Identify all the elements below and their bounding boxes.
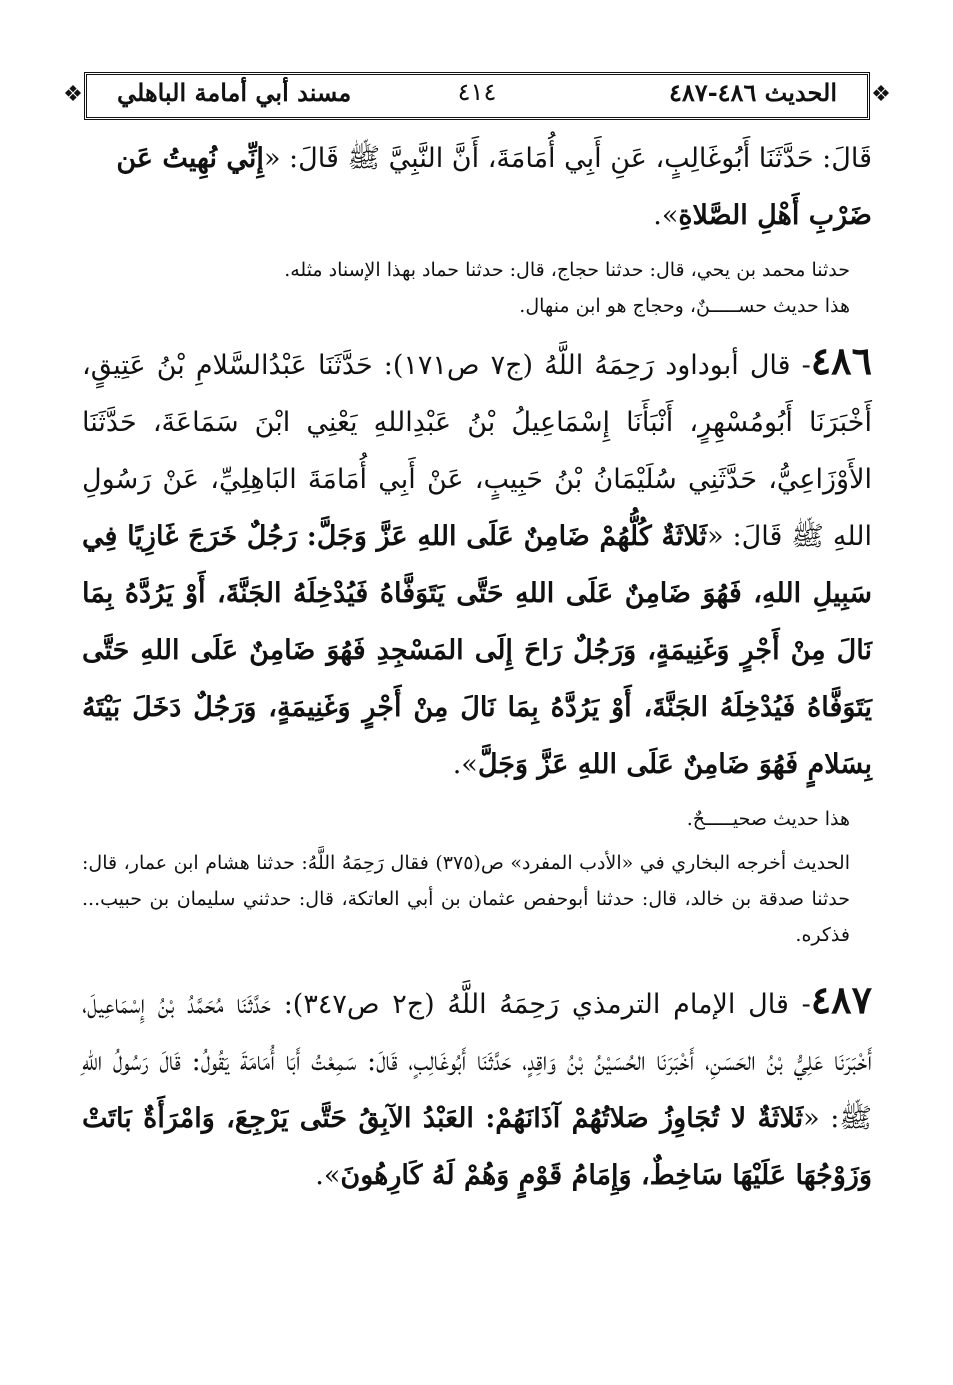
hadith-486-isnad: - قال أبوداود رَحِمَهُ اللَّهُ (ج٧ ص١٧١): حَدَّثَنَا عَبْدُالسَّلامِ بْنُ عَتِيقٍ، أَخْبَرَنَا أَبُومُسْهِرٍ، أَنْبَأَنَا إِسْمَاعِيلُ بْنُ عَبْدِاللهِ يَعْنِي ابْنَ سَمَاعَةَ، حَدَّثَنَا الأَوْزَاعِيُّ، حَدَّثَنِي سُلَيْمَانُ بْنُ حَبِيبٍ، عَنْ أَبِي أُمَامَةَ البَاهِلِيِّ، عَنْ رَسُولِ اللهِ ﷺ قَالَ: « xyxy=(82,350,873,552)
hadith-range-title: الحديث ٤٨٦-٤٨٧ xyxy=(669,78,837,107)
note-grade: هذا حديث حســـــنٌ، وحجاج هو ابن منهال. xyxy=(519,295,850,317)
hadith-486-close: ». xyxy=(452,749,478,780)
hadith-487-matn: ثَلاثَةٌ لا تُجَاوِزُ صَلاتُهُمْ آذَانَهُمْ: العَبْدُ الآبِقُ حَتَّى يَرْجِعَ، وَامْرَأَةٌ بَاتَتْ وَزَوْجُهَا عَلَيْهَا سَاخِطٌ، وَإِمَامُ قَوْمٍ وَهُمْ لَهُ كَارِهُونَ xyxy=(82,1103,872,1191)
hadith-487-close: ». xyxy=(315,1160,341,1191)
hadith-486-takhrij: الحديث أخرجه البخاري في «الأدب المفرد» ص(٣٧٥) فقال رَحِمَهُ اللَّهُ: حدثنا هشام ابن عمار، قال: حدثنا صدقة بن خالد، قال: حدثنا أبوحفص عثمان بن أبي العاتكة، قال: حدثني سليمان بن حبيب... فذكره. xyxy=(82,852,850,946)
previous-hadith-close: ». xyxy=(653,200,679,231)
hadith-487-isnad: - قال الإمام الترمذي رَحِمَهُ اللَّهُ (ج٢ ص٣٤٧): حَدَّثَنَا مُحَمَّدُ بْنُ إِسْمَاعِيلَ، أَخْبَرَنَا عَلِيُّ بْنُ الحَسَنِ، أَخْبَرَنَا الحُسَيْنُ بْنُ وَاقِدٍ، حَدَّثَنَا أَبُوغَالِبٍ، قَالَ: سَمِعْتُ أَبَا أُمَامَةَ يَقُولُ: قَالَ رَسُولُ اللهِ ﷺ: « xyxy=(82,989,872,1134)
hadith-486-number: ٤٨٦ xyxy=(810,338,872,383)
page-number: ٤١٤ xyxy=(457,78,497,106)
hadith-486-matn: ثَلاثَةٌ كُلُّهُمْ ضَامِنٌ عَلَى اللهِ عَزَّ وَجَلَّ: رَجُلٌ خَرَجَ غَازِيًا فِي سَبِيلِ اللهِ، فَهُوَ ضَامِنٌ عَلَى اللهِ حَتَّى يَتَوَفَّاهُ فَيُدْخِلَهُ الجَنَّةَ، أَوْ يَرُدَّهُ بِمَا نَالَ مِنْ أَجْرٍ وَغَنِيمَةٍ، وَرَجُلٌ رَاحَ إِلَى المَسْجِدِ فَهُوَ ضَامِنٌ عَلَى اللهِ حَتَّى يَتَوَفَّاهُ فَيُدْخِلَهُ الجَنَّةَ، أَوْ يَرُدَّهُ بِمَا نَالَ مِنْ أَجْرٍ وَغَنِيمَةٍ، وَرَجُلٌ دَخَلَ بَيْتَهُ بِسَلامٍ فَهُوَ ضَامِنٌ عَلَى اللهِ عَزَّ وَجَلَّ xyxy=(82,521,872,780)
hadith-487 xyxy=(82,971,872,1204)
hadith-486-grade: هذا حديث صحيـــــحٌ. xyxy=(686,808,850,830)
hadith-486 xyxy=(82,332,872,793)
ornament-left-icon: ❖ xyxy=(63,82,83,107)
ornament-right-icon: ❖ xyxy=(871,82,891,107)
note-isnad: حدثنا محمد بن يحي، قال: حدثنا حجاج، قال: حدثنا حماد بهذا الإسناد مثله. xyxy=(284,259,850,281)
book-section-title: مسند أبي أمامة الباهلي xyxy=(117,78,352,107)
previous-hadith-ending xyxy=(82,130,872,244)
previous-hadith-isnad: قَالَ: حَدَّثَنَا أَبُوغَالِبٍ، عَنِ أَبِي أُمَامَةَ، أَنَّ النَّبِيَّ ﷺ قَالَ: « xyxy=(263,143,872,174)
page-header xyxy=(62,72,892,120)
hadith-487-number: ٤٨٧ xyxy=(810,977,872,1022)
previous-hadith-matn: إِنِّي نُهِيتُ عَن ضَرْبِ أَهْلِ الصَّلاةِ xyxy=(116,143,872,231)
page-content xyxy=(82,130,872,1204)
